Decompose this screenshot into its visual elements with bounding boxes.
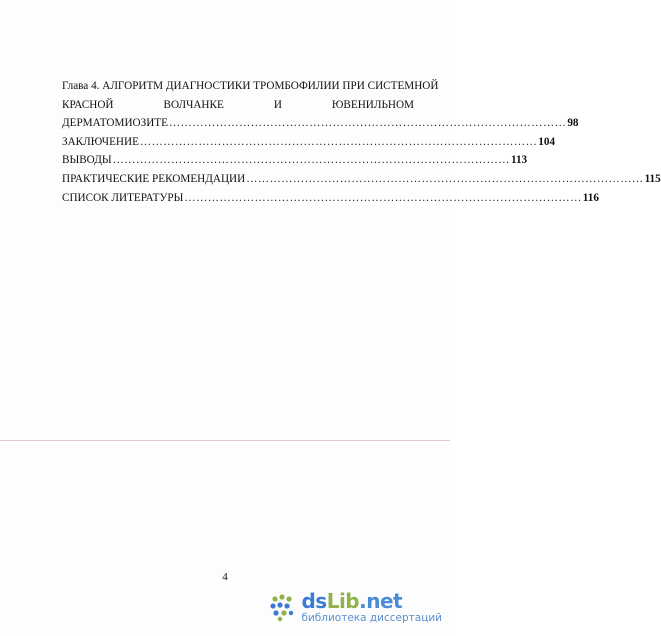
scan-fold-line bbox=[0, 440, 450, 441]
dslib-logo-icon bbox=[267, 592, 297, 622]
toc-chapter4-line2 bbox=[62, 96, 414, 115]
toc-word: ВОЛЧАНКЕ bbox=[163, 98, 224, 111]
page-number: 4 bbox=[222, 571, 228, 583]
toc-word: ЮВЕНИЛЬНОМ bbox=[331, 98, 414, 111]
leader-dots: ………………………………………………………………………………………… bbox=[168, 117, 567, 130]
table-of-contents bbox=[62, 77, 661, 207]
leader-dots: ………………………………………………………………………………………… bbox=[112, 154, 510, 167]
toc-entry-label: ВЫВОДЫ bbox=[62, 154, 112, 167]
toc-entry-page: 115 bbox=[644, 172, 661, 185]
toc-word: И bbox=[273, 98, 282, 111]
toc-entry-label: СПИСОК ЛИТЕРАТУРЫ bbox=[62, 191, 184, 204]
toc-word: КРАСНОЙ bbox=[62, 98, 114, 111]
brand-part-lib: Lib bbox=[326, 589, 360, 613]
toc-entry bbox=[62, 133, 556, 152]
toc-entry-page: 113 bbox=[510, 154, 528, 167]
leader-dots: ………………………………………………………………………………………… bbox=[184, 191, 582, 204]
toc-entry bbox=[62, 170, 661, 189]
toc-entry bbox=[62, 189, 599, 208]
watermark-text bbox=[301, 591, 442, 624]
toc-entry-page: 116 bbox=[582, 191, 599, 204]
watermark-brand bbox=[301, 591, 442, 611]
toc-entry-label: ЗАКЛЮЧЕНИЕ bbox=[62, 135, 139, 148]
toc-entry-page: 98 bbox=[567, 117, 579, 130]
toc-chapter4-line1: Глава 4. АЛГОРИТМ ДИАГНОСТИКИ ТРОМБОФИЛИИ ПРИ СИСТЕМНОЙ bbox=[62, 80, 439, 92]
leader-dots: ………………………………………………………………………………………… bbox=[246, 172, 644, 185]
dslib-watermark[interactable] bbox=[267, 591, 442, 624]
toc-entry bbox=[62, 151, 528, 170]
watermark-subtitle: библиотека диссертаций bbox=[301, 612, 442, 624]
toc-entry-label: ПРАКТИЧЕСКИЕ РЕКОМЕНДАЦИИ bbox=[62, 172, 246, 185]
toc-entry-label: ДЕРМАТОМИОЗИТЕ bbox=[62, 117, 168, 130]
leader-dots: ………………………………………………………………………………………… bbox=[139, 135, 538, 148]
toc-entry-page: 104 bbox=[538, 135, 556, 148]
toc-entry bbox=[62, 114, 579, 133]
brand-part-net: .net bbox=[359, 589, 403, 613]
brand-part-ds: ds bbox=[301, 589, 327, 613]
